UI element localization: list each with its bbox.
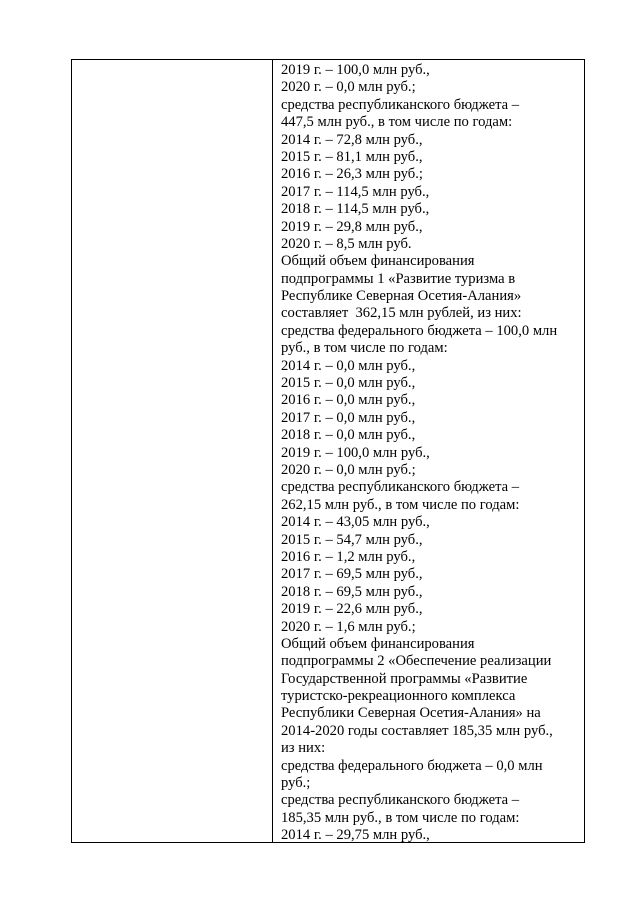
text-line: руб.; (281, 775, 311, 792)
financing-table (71, 59, 585, 843)
text-line: Республики Северная Осетия-Алания» на (281, 705, 541, 722)
text-line: 2014 г. – 0,0 млн руб., (281, 357, 416, 374)
text-line: 2018 г. – 114,5 млн руб., (281, 201, 430, 218)
text-line: 2019 г. – 29,8 млн руб., (281, 218, 423, 235)
text-line: средства республиканского бюджета – (281, 792, 520, 809)
text-line: 2020 г. – 8,5 млн руб. (281, 235, 412, 252)
table-left-column (72, 60, 273, 842)
text-line: 2018 г. – 0,0 млн руб., (281, 427, 416, 444)
text-line: 2014-2020 годы составляет 185,35 млн руб., (281, 722, 553, 739)
text-line: Республике Северная Осетия-Алания» (281, 288, 522, 305)
text-line: средства республиканского бюджета – (281, 96, 520, 113)
text-line: 2020 г. – 1,6 млн руб.; (281, 618, 416, 635)
text-line: средства республиканского бюджета – (281, 479, 520, 496)
text-line: 2019 г. – 22,6 млн руб., (281, 601, 423, 618)
text-line: 2016 г. – 0,0 млн руб., (281, 392, 416, 409)
text-line: 2014 г. – 29,75 млн руб., (281, 827, 430, 842)
text-line: 2019 г. – 100,0 млн руб., (281, 444, 430, 461)
text-line: из них: (281, 740, 326, 757)
text-line: составляет 362,15 млн рублей, из них: (281, 305, 522, 322)
text-line: 2020 г. – 0,0 млн руб.; (281, 461, 416, 478)
text-line: подпрограммы 2 «Обеспечение реализации (281, 653, 552, 670)
text-line: 2014 г. – 72,8 млн руб., (281, 131, 423, 148)
text-line: 2017 г. – 114,5 млн руб., (281, 183, 430, 200)
text-line: 2015 г. – 81,1 млн руб., (281, 148, 423, 165)
text-line: 2017 г. – 69,5 млн руб., (281, 566, 423, 583)
text-line: 2017 г. – 0,0 млн руб., (281, 409, 416, 426)
text-line: 447,5 млн руб., в том числе по годам: (281, 114, 513, 131)
text-line: 2016 г. – 26,3 млн руб.; (281, 166, 423, 183)
text-line: 185,35 млн руб., в том числе по годам: (281, 809, 520, 826)
text-line: 2015 г. – 0,0 млн руб., (281, 375, 416, 392)
text-line: 2018 г. – 69,5 млн руб., (281, 583, 423, 600)
text-line: Общий объем финансирования (281, 253, 475, 270)
text-line: средства федерального бюджета – 100,0 млн (281, 322, 558, 339)
text-line: 2014 г. – 43,05 млн руб., (281, 514, 430, 531)
text-line: 2016 г. – 1,2 млн руб., (281, 548, 416, 565)
text-line: средства федерального бюджета – 0,0 млн (281, 757, 543, 774)
text-line: Общий объем финансирования (281, 635, 475, 652)
text-line: 2020 г. – 0,0 млн руб.; (281, 79, 416, 96)
text-line: 262,15 млн руб., в том числе по годам: (281, 496, 520, 513)
table-right-column (273, 60, 584, 842)
text-line: Государственной программы «Развитие (281, 670, 528, 687)
text-line: 2019 г. – 100,0 млн руб., (281, 62, 430, 78)
text-line: руб., в том числе по годам: (281, 340, 448, 357)
text-line: 2015 г. – 54,7 млн руб., (281, 531, 423, 548)
text-line: туристско-рекреационного комплекса (281, 688, 516, 705)
text-line: подпрограммы 1 «Развитие туризма в (281, 270, 516, 287)
